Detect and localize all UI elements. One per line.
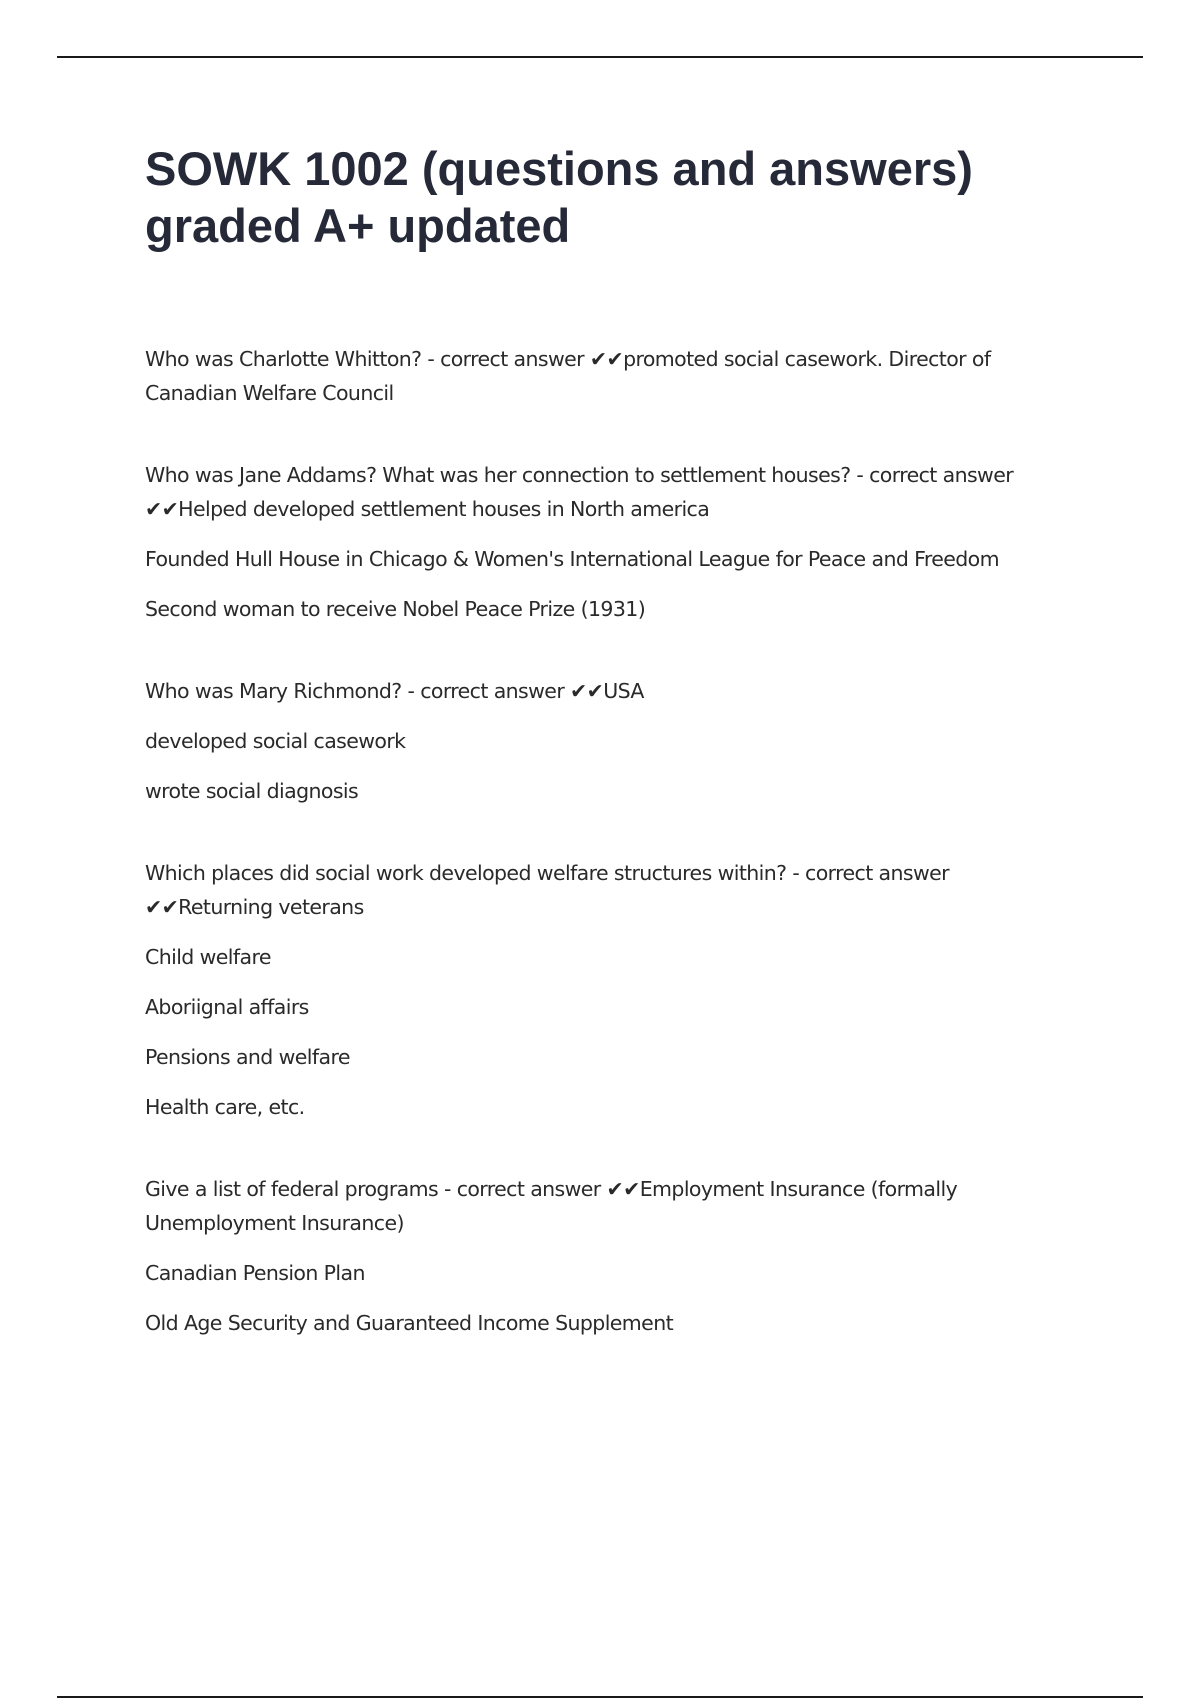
qa-item-charlotte-whitton [145,342,1045,410]
qa-answer-line: Pensions and welfare [145,1045,350,1069]
qa-question-answer: Give a list of federal programs - correct answer ✔✔Employment Insurance (formally Unemployment Insurance) [145,1177,958,1235]
document-title: SOWK 1002 (questions and answers) graded A+ updated [145,142,973,252]
qa-item-jane-addams [145,458,1045,626]
qa-answer-line: wrote social diagnosis [145,779,359,803]
qa-answer-line: Old Age Security and Guaranteed Income Supplement [145,1311,674,1335]
qa-answer-line: Canadian Pension Plan [145,1261,365,1285]
qa-answer-line: Health care, etc. [145,1095,305,1119]
qa-item-welfare-structures [145,856,1045,1124]
qa-answer-line: developed social casework [145,729,406,753]
qa-answer-line: Aboriignal affairs [145,995,309,1019]
qa-answer-line: Second woman to receive Nobel Peace Prize (1931) [145,597,646,621]
document-body [145,140,1045,1388]
qa-question-answer: Which places did social work developed welfare structures within? - correct answer ✔✔Returning veterans [145,861,949,919]
qa-question-answer: Who was Jane Addams? What was her connection to settlement houses? - correct answer ✔✔Helped developed settlement houses in North america [145,463,1014,521]
qa-item-federal-programs [145,1172,1045,1340]
top-divider [57,56,1143,58]
qa-item-mary-richmond [145,674,1045,808]
qa-question-answer: Who was Charlotte Whitton? - correct answer ✔✔promoted social casework. Director of Canadian Welfare Council [145,347,991,405]
qa-list [145,342,1045,1340]
qa-answer-line: Child welfare [145,945,271,969]
qa-question-answer: Who was Mary Richmond? - correct answer ✔✔USA [145,679,644,703]
qa-answer-line: Founded Hull House in Chicago & Women's International League for Peace and Freedom [145,547,999,571]
bottom-divider [57,1696,1143,1698]
